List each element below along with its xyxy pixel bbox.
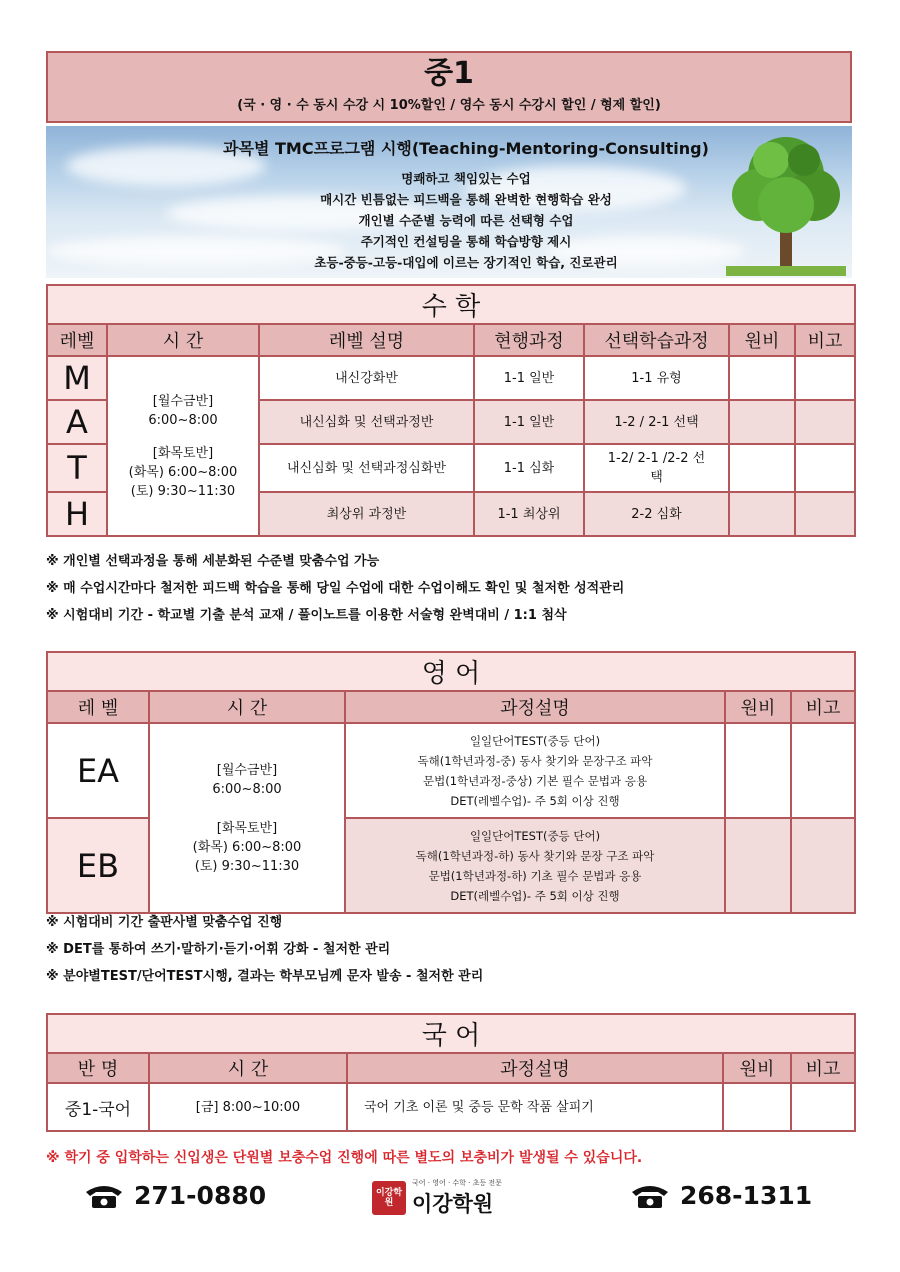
time-line: [월수금반] <box>216 762 278 778</box>
english-level: EB <box>47 818 149 913</box>
time-line: (화목) 6:00~8:00 <box>128 464 238 480</box>
english-note-line: ※ 시험대비 기간 출판사별 맞춤수업 진행 <box>46 915 283 930</box>
banner-line: 매시간 빈틈없는 피드백을 통해 완벽한 현행학습 완성 <box>320 192 612 207</box>
math-select: 1-2/ 2-1 /2-2 선택 <box>584 444 729 492</box>
math-col-header: 시 간 <box>107 324 259 356</box>
desc-line: 독해(1학년과정-하) 동사 찾기와 문장 구조 파악 <box>415 848 655 863</box>
math-current: 1-1 심화 <box>474 444 584 492</box>
english-desc <box>345 818 725 913</box>
math-select: 1-2 / 2-1 선택 <box>584 400 729 444</box>
math-fee <box>729 400 795 444</box>
korean-fee <box>723 1083 791 1131</box>
korean-col-header: 비고 <box>791 1053 855 1083</box>
math-note-line: ※ 개인별 선택과정을 통해 세분화된 수준별 맞춤수업 가능 <box>46 554 380 569</box>
banner-line: 개인별 수준별 능력에 따른 선택형 수업 <box>358 213 574 228</box>
logo-seal: 이강학원 <box>372 1181 406 1215</box>
math-col-header: 레벨 <box>47 324 107 356</box>
english-table <box>46 651 856 914</box>
tree-image <box>726 130 846 276</box>
english-note-line: ※ DET를 통하여 쓰기·말하기·듣기·어휘 강화 - 철저한 관리 <box>46 942 391 957</box>
math-notes <box>46 548 624 629</box>
math-note <box>795 356 855 400</box>
english-time-cell <box>149 723 345 913</box>
math-col-header: 레벨 설명 <box>259 324 474 356</box>
english-col-header: 과정설명 <box>345 691 725 723</box>
time-line: 6:00~8:00 <box>148 412 218 428</box>
new-student-warning: ※ 학기 중 입학하는 신입생은 단원별 보충수업 진행에 따른 별도의 보충비가 발생될 수 있습니다. <box>46 1150 643 1166</box>
math-note-line: ※ 매 수업시간마다 철저한 피드백 학습을 통해 당일 수업에 대한 수업이해도 확인 및 철저한 성적관리 <box>46 581 625 596</box>
math-level-desc: 내신심화 및 선택과정심화반 <box>259 444 474 492</box>
telephone-icon <box>84 1182 124 1210</box>
math-col-header: 원비 <box>729 324 795 356</box>
desc-line: DET(레벨수업)- 주 5회 이상 진행 <box>450 888 620 903</box>
korean-col-header: 원비 <box>723 1053 791 1083</box>
math-select: 2-2 심화 <box>584 492 729 536</box>
math-table <box>46 284 856 537</box>
math-level: A <box>47 400 107 444</box>
math-level-desc: 내신강화반 <box>259 356 474 400</box>
logo-name: 이강학원 <box>412 1192 494 1216</box>
math-level-desc: 내신심화 및 선택과정반 <box>259 400 474 444</box>
english-col-header: 원비 <box>725 691 791 723</box>
desc-line: 일일단어TEST(중등 단어) <box>469 828 601 843</box>
math-current: 1-1 일반 <box>474 356 584 400</box>
page-header <box>46 51 852 123</box>
math-note <box>795 492 855 536</box>
korean-desc: 국어 기초 이론 및 중등 문학 작품 살피기 <box>347 1083 723 1131</box>
academy-logo <box>372 1178 502 1218</box>
phone-number: 268-1311 <box>680 1181 813 1210</box>
math-level: H <box>47 492 107 536</box>
phone-right <box>630 1181 812 1210</box>
math-col-header: 현행과정 <box>474 324 584 356</box>
english-col-header: 비고 <box>791 691 855 723</box>
math-col-header: 비고 <box>795 324 855 356</box>
logo-tagline: 국어 · 영어 · 수학 · 초등 전문 <box>412 1179 502 1187</box>
desc-line: 문법(1학년과정-중상) 기본 필수 문법과 응용 <box>423 773 647 788</box>
korean-table <box>46 1013 856 1132</box>
math-time-cell <box>107 356 259 536</box>
math-note-line: ※ 시험대비 기간 - 학교별 기출 분석 교재 / 풀이노트를 이용한 서술형 완벽대비 / 1:1 첨삭 <box>46 608 567 623</box>
phone-left <box>84 1181 266 1210</box>
korean-caption: 국 어 <box>47 1014 855 1053</box>
english-note <box>791 723 855 818</box>
banner-line: 명쾌하고 책임있는 수업 <box>401 171 531 186</box>
discount-subtitle: (국 · 영 · 수 동시 수강 시 10%할인 / 영수 동시 수강시 할인 / 형제 할인) <box>237 98 661 113</box>
time-line: 6:00~8:00 <box>212 781 282 797</box>
banner-line: 주기적인 컨설팅을 통해 학습방향 제시 <box>360 234 572 249</box>
english-notes <box>46 909 483 990</box>
english-desc <box>345 723 725 818</box>
english-note-line: ※ 분야별TEST/단어TEST시행, 결과는 학부모님께 문자 발송 - 철저한 관리 <box>46 969 484 984</box>
banner-title: 과목별 TMC프로그램 시행(Teaching-Mentoring-Consulting) <box>223 139 709 158</box>
time-line: (토) 9:30~11:30 <box>194 858 300 874</box>
math-current: 1-1 일반 <box>474 400 584 444</box>
english-col-header: 시 간 <box>149 691 345 723</box>
math-note <box>795 400 855 444</box>
telephone-icon <box>630 1182 670 1210</box>
math-caption: 수 학 <box>47 285 855 324</box>
math-col-header: 선택학습과정 <box>584 324 729 356</box>
time-line: [월수금반] <box>152 393 214 409</box>
time-line: [화목토반] <box>216 820 278 836</box>
korean-time: [금] 8:00~10:00 <box>149 1083 347 1131</box>
english-note <box>791 818 855 913</box>
time-line: [화목토반] <box>152 445 214 461</box>
banner-line: 초등-중등-고등-대입에 이르는 장기적인 학습, 진로관리 <box>314 255 618 270</box>
desc-line: 문법(1학년과정-하) 기초 필수 문법과 응용 <box>428 868 642 883</box>
math-note <box>795 444 855 492</box>
english-level: EA <box>47 723 149 818</box>
english-col-header: 레 벨 <box>47 691 149 723</box>
desc-line: 일일단어TEST(중등 단어) <box>469 733 601 748</box>
time-line: (토) 9:30~11:30 <box>130 483 236 499</box>
english-fee <box>725 818 791 913</box>
page-title: 중1 <box>424 56 474 91</box>
math-select: 1-1 유형 <box>584 356 729 400</box>
desc-line: DET(레벨수업)- 주 5회 이상 진행 <box>450 793 620 808</box>
korean-note <box>791 1083 855 1131</box>
korean-col-header: 반 명 <box>47 1053 149 1083</box>
english-fee <box>725 723 791 818</box>
math-fee <box>729 492 795 536</box>
math-level: T <box>47 444 107 492</box>
desc-line: 독해(1학년과정-중) 동사 찾기와 문장구조 파악 <box>417 753 653 768</box>
math-fee <box>729 444 795 492</box>
math-current: 1-1 최상위 <box>474 492 584 536</box>
tmc-banner <box>46 126 852 278</box>
english-caption: 영 어 <box>47 652 855 691</box>
korean-class-name: 중1-국어 <box>47 1083 149 1131</box>
math-level-desc: 최상위 과정반 <box>259 492 474 536</box>
phone-number: 271-0880 <box>134 1181 267 1210</box>
time-line: (화목) 6:00~8:00 <box>192 839 302 855</box>
math-fee <box>729 356 795 400</box>
korean-col-header: 과정설명 <box>347 1053 723 1083</box>
korean-col-header: 시 간 <box>149 1053 347 1083</box>
math-level: M <box>47 356 107 400</box>
